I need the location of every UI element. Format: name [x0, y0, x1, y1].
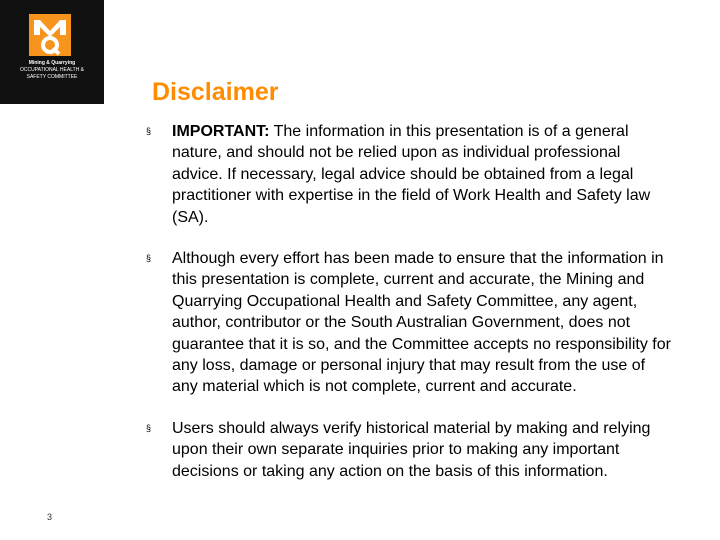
page-number: 3: [47, 512, 53, 522]
bullet-marker: §: [146, 422, 152, 433]
bullet-body: Although every effort has been made to ensure that the information in this presentation is complete, current and accurate, the Mining and Quarrying Occupational Health and Safety Committee, any agent, author, contributor or the South Australian Government, does not guarantee that it is so, and the Committee accepts no responsibility for any loss, damage or personal injury that may result from the use of any material which is not complete, current and accurate.: [172, 250, 671, 396]
bullet-body: Users should always verify historical material by making and relying upon their own separate inquiries prior to making any important decisions or taking any action on the basis of this information.: [172, 419, 651, 480]
bullet-lead: IMPORTANT:: [172, 123, 270, 140]
bullet-body: The information in this presentation is of a general nature, and should not be relied upon as individual professional advice. If necessary, legal advice should be obtained from a legal practitioner with expertise in the field of Work Health and Safety law (SA).: [172, 123, 651, 226]
bullet-text: [172, 121, 672, 228]
bullet-marker: §: [146, 253, 152, 264]
logo-text: [4, 60, 100, 81]
logo-line-1: Mining & Quarrying: [28, 60, 76, 66]
logo-line-3: SAFETY COMMITTEE: [26, 74, 78, 80]
mq-logo-icon: [29, 14, 71, 56]
bullet-item: [146, 248, 672, 398]
bullet-list: [146, 121, 672, 502]
bullet-item: [146, 121, 672, 228]
bullet-text: [172, 418, 672, 482]
bullet-marker: §: [146, 126, 152, 136]
sidebar: [0, 0, 104, 540]
bullet-item: [146, 418, 672, 482]
bullet-text: [172, 248, 672, 398]
logo-line-2: OCCUPATIONAL HEALTH &: [20, 67, 84, 73]
logo: [0, 0, 104, 104]
slide-title: Disclaimer: [152, 78, 279, 106]
